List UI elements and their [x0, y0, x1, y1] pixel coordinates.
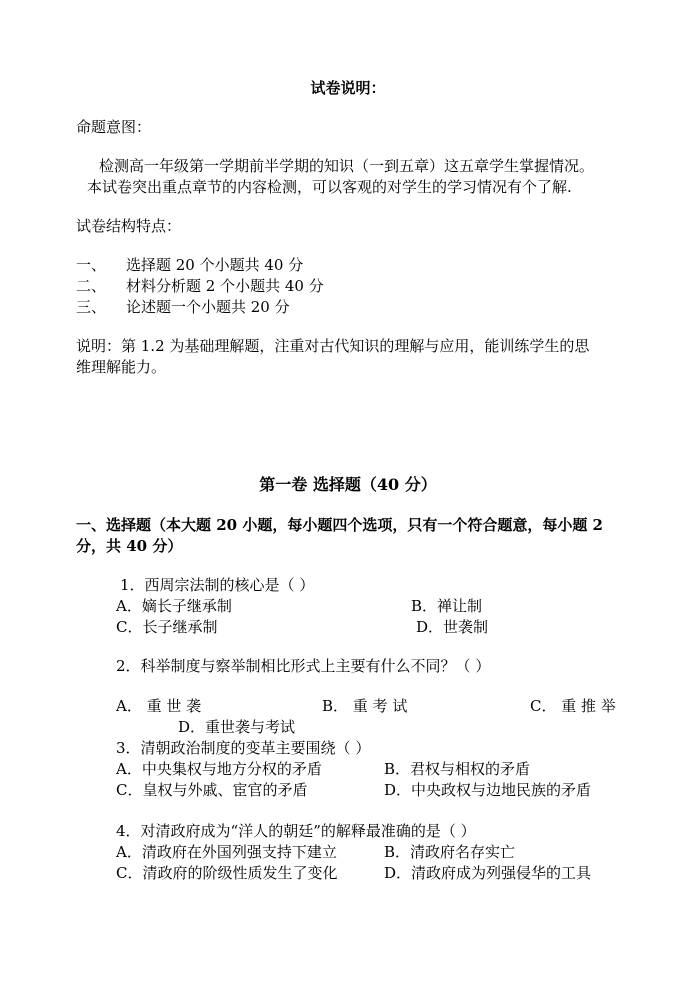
structure-item-text: 材料分析题 2 个小题共 40 分 — [126, 277, 324, 295]
structure-item-number: 二、 — [76, 277, 107, 295]
question-3-option-a: A．中央集权与地方分权的矛盾 — [116, 760, 322, 778]
notes-title: 试卷说明： — [310, 79, 386, 97]
question-1-option-c: C．长子继承制 — [116, 618, 218, 636]
question-1-option-b: B．禅让制 — [411, 597, 483, 615]
question-3-option-b: B．君权与相权的矛盾 — [384, 760, 531, 778]
structure-item — [76, 276, 324, 296]
question-4-option-c: C．清政府的阶级性质发生了变化 — [116, 864, 338, 882]
question-3-option-c: C．皇权与外戚、宦官的矛盾 — [116, 781, 308, 799]
question-3-stem: 3．清朝政治制度的变革主要围绕（ ） — [116, 739, 371, 757]
part1-instructions-line-1: 一、选择题（本大题 20 小题，每小题四个选项，只有一个符合题意，每小题 2 — [76, 516, 603, 534]
question-2-option-a: A． 重 世 袭 — [116, 697, 202, 715]
question-2-option-d: D．重世袭与考试 — [178, 718, 296, 736]
question-2-option-b: B． 重 考 试 — [322, 697, 408, 715]
intent-heading: 命题意图： — [76, 118, 152, 136]
intent-line-1: 检测高一年级第一学期前半学期的知识（一到五章）这五章学生掌握情况。 — [99, 157, 595, 175]
part1-instructions-line-2: 分，共 40 分） — [76, 537, 183, 555]
question-4-option-d: D．清政府成为列强侵华的工具 — [384, 864, 592, 882]
structure-item-number: 一、 — [76, 256, 107, 274]
structure-heading: 试卷结构特点： — [76, 217, 182, 235]
structure-item — [76, 297, 290, 317]
explain-line-2: 维理解能力。 — [76, 358, 167, 376]
structure-item-text: 选择题 20 个小题共 40 分 — [126, 256, 304, 274]
question-4-option-b: B．清政府名存实亡 — [384, 843, 516, 861]
explain-line-1: 说明：第 1.2 为基础理解题，注重对古代知识的理解与应用，能训练学生的思 — [76, 337, 590, 355]
question-4-option-a: A．清政府在外国列强支持下建立 — [116, 843, 337, 861]
question-3-option-d: D．中央政权与边地民族的矛盾 — [384, 781, 592, 799]
structure-item-number: 三、 — [76, 298, 107, 316]
intent-line-2: 本试卷突出重点章节的内容检测，可以客观的对学生的学习情况有个了解. — [87, 178, 572, 196]
question-4-stem: 4．对清政府成为“洋人的朝廷”的解释最准确的是（ ） — [116, 822, 476, 840]
part1-title: 第一卷 选择题（40 分） — [259, 475, 437, 494]
structure-item — [76, 255, 303, 275]
question-1-option-a: A．嫡长子继承制 — [116, 597, 232, 615]
question-2-stem: 2．科举制度与察举制相比形式上主要有什么不同？（ ） — [116, 657, 491, 675]
structure-item-text: 论述题一个小题共 20 分 — [126, 298, 290, 316]
question-1-option-d: D．世袭制 — [416, 618, 489, 636]
question-2-option-c: C． 重 推 举 — [530, 697, 616, 715]
question-1-stem: 1．西周宗法制的核心是（ ） — [120, 576, 315, 594]
